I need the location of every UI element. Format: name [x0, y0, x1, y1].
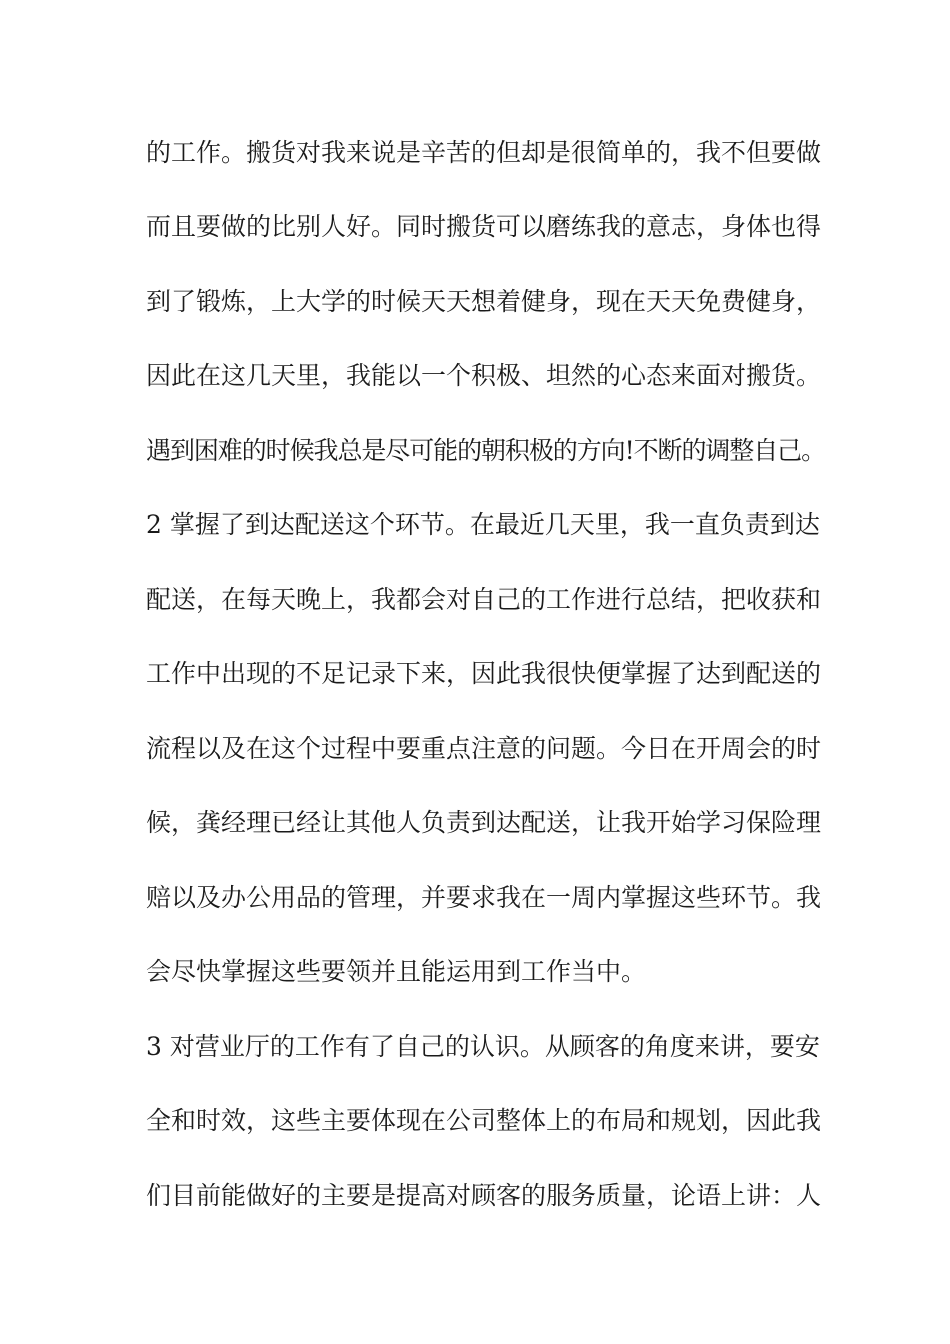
- text-line-5: 遇到困难的时候我总是尽可能的朝积极的方向!不断的调整自己。: [146, 436, 826, 465]
- text-line-15: 们目前能做好的主要是提高对顾客的服务质量，论语上讲：人: [146, 1181, 822, 1210]
- text-line-8: 工作中出现的不足记录下来，因此我很快便掌握了达到配送的: [146, 659, 822, 688]
- text-line-1: 的工作。搬货对我来说是辛苦的但却是很简单的，我不但要做: [146, 138, 822, 167]
- text-line-10: 候，龚经理已经让其他人负责到达配送，让我开始学习保险理: [146, 808, 822, 837]
- text-line-13: 3 对营业厅的工作有了自己的认识。从顾客的角度来讲，要安: [146, 1032, 820, 1061]
- text-line-7: 配送，在每天晚上，我都会对自己的工作进行总结，把收获和: [146, 585, 822, 614]
- text-line-14: 全和时效，这些主要体现在公司整体上的布局和规划，因此我: [146, 1106, 822, 1135]
- text-line-4: 因此在这几天里，我能以一个积极、坦然的心态来面对搬货。: [146, 361, 822, 390]
- text-line-9: 流程以及在这个过程中要重点注意的问题。今日在开周会的时: [146, 734, 822, 763]
- text-line-3: 到了锻炼，上大学的时候天天想着健身，现在天天免费健身，: [146, 287, 822, 316]
- text-line-12: 会尽快掌握这些要领并且能运用到工作当中。: [146, 957, 647, 986]
- text-line-2: 而且要做的比别人好。同时搬货可以磨练我的意志，身体也得: [146, 212, 822, 241]
- text-line-11: 赔以及办公用品的管理，并要求我在一周内掌握这些环节。我: [146, 883, 822, 912]
- text-line-6: 2 掌握了到达配送这个环节。在最近几天里，我一直负责到达: [146, 510, 820, 539]
